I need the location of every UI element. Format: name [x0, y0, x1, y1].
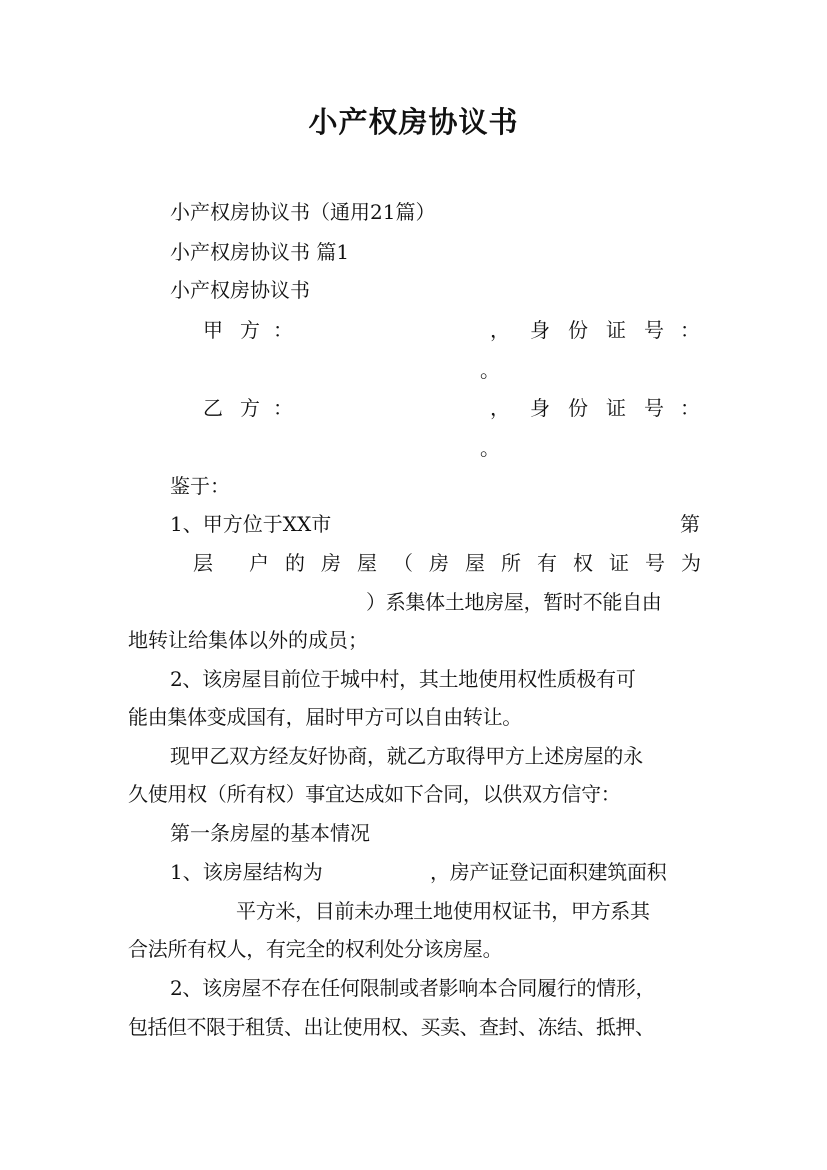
article-1-item-1-line-3: 合法所有权人，有完全的权利处分该房屋。: [128, 937, 503, 961]
party-b-id-2: 份: [568, 396, 588, 420]
party-b-id-4: 号: [644, 396, 664, 420]
party-a-char-2: 方: [240, 318, 260, 342]
party-b-comma: ，: [490, 396, 510, 420]
agreement-heading: 小产权房协议书: [170, 278, 310, 302]
c1-l2-char: 证: [609, 551, 629, 575]
party-b-colon: ：: [273, 396, 293, 420]
c1-l2-char: 有: [537, 551, 557, 575]
c1-l2-char: 房: [429, 551, 449, 575]
party-a-id-colon: ：: [680, 318, 700, 342]
party-a-id-2: 份: [568, 318, 588, 342]
clause-1-start: 1、甲方位于XX市: [170, 512, 332, 536]
subtitle-part: 小产权房协议书 篇1: [170, 240, 350, 264]
c1-l2-char: 权: [573, 551, 593, 575]
article-1-heading: 第一条房屋的基本情况: [170, 821, 370, 845]
c1-l2-char: 为: [681, 551, 701, 575]
party-a-period: 。: [480, 358, 500, 382]
party-a-char-1: 甲: [203, 318, 223, 342]
article-1-item-1-b: ，房产证登记面积建筑面积: [430, 860, 667, 884]
c1-l2-char: 屋: [357, 551, 377, 575]
party-b-id-3: 证: [606, 396, 626, 420]
party-a-colon: ：: [273, 318, 293, 342]
now-line-1: 现甲乙双方经友好协商，就乙方取得甲方上述房屋的永: [170, 744, 643, 768]
clause-1-line-2: [193, 551, 701, 575]
party-b-id-colon: ：: [680, 396, 700, 420]
article-1-item-1-line-2: 平方米，目前未办理土地使用权证书，甲方系其: [236, 899, 650, 923]
party-a-id-3: 证: [606, 318, 626, 342]
c1-l2-char: 房: [321, 551, 341, 575]
c1-l2-char: 号: [645, 551, 665, 575]
c1-l2-char: 户: [249, 551, 269, 575]
article-1-item-2-line-1: 2、该房屋不存在任何限制或者影响本合同履行的情形，: [170, 976, 656, 1000]
now-line-2: 久使用权（所有权）事宜达成如下合同，以供双方信守：: [128, 782, 621, 806]
clause-2-line-1: 2、该房屋目前位于城中村，其土地使用权性质极有可: [170, 667, 636, 691]
party-a-id-1: 身: [530, 318, 550, 342]
subtitle-collection: 小产权房协议书（通用21篇）: [170, 200, 436, 224]
c1-l2-char: 屋: [465, 551, 485, 575]
article-1-item-1-a: 1、该房屋结构为: [170, 860, 323, 884]
clause-2-line-2: 能由集体变成国有，届时甲方可以自由转让。: [128, 705, 522, 729]
party-b-period: 。: [480, 436, 500, 460]
party-a-id-4: 号: [644, 318, 664, 342]
party-b-id-1: 身: [530, 396, 550, 420]
clause-1-line-3: ）系集体土地房屋，暂时不能自由: [366, 590, 662, 614]
party-a-comma: ，: [490, 318, 510, 342]
article-1-item-2-line-2: 包括但不限于租赁、出让使用权、买卖、查封、冻结、抵押、: [128, 1015, 655, 1039]
c1-l2-char: 层: [193, 551, 213, 575]
whereas-heading: 鉴于：: [170, 474, 230, 498]
c1-l2-char: （: [393, 551, 413, 575]
party-b-char-1: 乙: [203, 396, 223, 420]
party-b-char-2: 方: [240, 396, 260, 420]
document-title: 小产权房协议书: [308, 105, 519, 139]
c1-l2-char: 所: [501, 551, 521, 575]
clause-1-di: 第: [680, 512, 700, 536]
c1-l2-char: 的: [285, 551, 305, 575]
clause-1-line-4: 地转让给集体以外的成员；: [128, 628, 368, 652]
